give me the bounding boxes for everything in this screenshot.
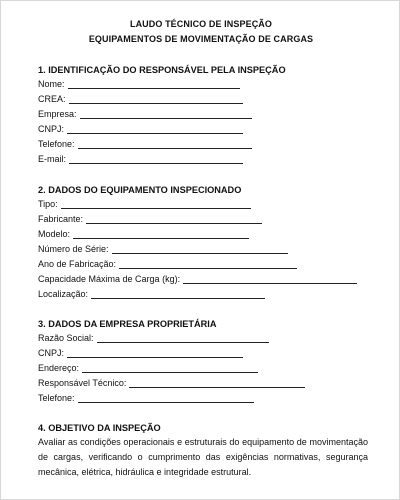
field-label: Modelo: [38, 229, 71, 239]
blank-line[interactable] [91, 298, 265, 299]
blank-line[interactable] [61, 208, 251, 209]
blank-line[interactable] [129, 387, 305, 388]
document-title: LAUDO TÉCNICO DE INSPEÇÃO [129, 19, 272, 29]
blank-line[interactable] [67, 133, 243, 134]
blank-line[interactable] [67, 357, 243, 358]
field-cnpj[interactable] [38, 123, 243, 135]
blank-line[interactable] [86, 223, 262, 224]
blank-line[interactable] [80, 118, 252, 119]
field-label: Tipo: [38, 199, 58, 209]
field-label: Razão Social: [38, 333, 94, 343]
blank-line[interactable] [73, 238, 249, 239]
section-4-heading: 4. OBJETIVO DA INSPEÇÃO [38, 423, 161, 433]
field-responsavel-tecnico[interactable] [38, 377, 305, 389]
field-label: Localização: [38, 289, 89, 299]
field-label: Responsável Técnico: [38, 378, 127, 388]
field-endereco[interactable] [38, 362, 258, 374]
document-subtitle: EQUIPAMENTOS DE MOVIMENTAÇÃO DE CARGAS [88, 34, 314, 44]
objective-paragraph: Avaliar as condições operacionais e estruturais do equipamento de movimentação de cargas, verificando o cumprimento das exigências normativas, segurança mecânica, elétrica, hidráulica e integridade estrutural. [38, 437, 368, 477]
field-modelo[interactable] [38, 228, 249, 240]
blank-line[interactable] [78, 148, 252, 149]
field-email[interactable] [38, 153, 243, 165]
field-telefone[interactable] [38, 138, 252, 150]
blank-line[interactable] [69, 103, 243, 104]
field-empresa[interactable] [38, 108, 252, 120]
field-label: Ano de Fabricação: [38, 259, 117, 269]
field-localizacao[interactable] [38, 288, 265, 300]
section-1-heading: 1. IDENTIFICAÇÃO DO RESPONSÁVEL PELA INSPEÇÃO [38, 65, 286, 75]
field-label: Telefone: [38, 139, 75, 149]
blank-line[interactable] [68, 88, 240, 89]
field-crea[interactable] [38, 93, 243, 105]
field-tipo[interactable] [38, 198, 251, 210]
blank-line[interactable] [97, 342, 269, 343]
field-label: Endereço: [38, 363, 80, 373]
field-ano-fabricacao[interactable] [38, 258, 297, 270]
field-label: CNPJ: [38, 124, 65, 134]
blank-line[interactable] [119, 268, 297, 269]
field-label: E-mail: [38, 154, 67, 164]
field-numero-serie[interactable] [38, 243, 288, 255]
field-razao-social[interactable] [38, 332, 269, 344]
field-label: Capacidade Máxima de Carga (kg): [38, 274, 181, 284]
field-label: CREA: [38, 94, 66, 104]
field-cnpj-empresa[interactable] [38, 347, 243, 359]
field-label: Número de Série: [38, 244, 109, 254]
field-label: Nome: [38, 79, 65, 89]
field-capacidade[interactable] [38, 273, 357, 285]
field-label: Telefone: [38, 393, 75, 403]
blank-line[interactable] [112, 253, 288, 254]
field-nome[interactable] [38, 78, 240, 90]
blank-line[interactable] [183, 283, 357, 284]
section-2-heading: 2. DADOS DO EQUIPAMENTO INSPECIONADO [38, 185, 242, 195]
field-telefone-empresa[interactable] [38, 392, 254, 404]
blank-line[interactable] [82, 372, 258, 373]
field-fabricante[interactable] [38, 213, 262, 225]
field-label: CNPJ: [38, 348, 65, 358]
field-label: Fabricante: [38, 214, 84, 224]
blank-line[interactable] [78, 402, 254, 403]
field-label: Empresa: [38, 109, 77, 119]
section-3-heading: 3. DADOS DA EMPRESA PROPRIETÁRIA [38, 319, 217, 329]
blank-line[interactable] [69, 163, 243, 164]
